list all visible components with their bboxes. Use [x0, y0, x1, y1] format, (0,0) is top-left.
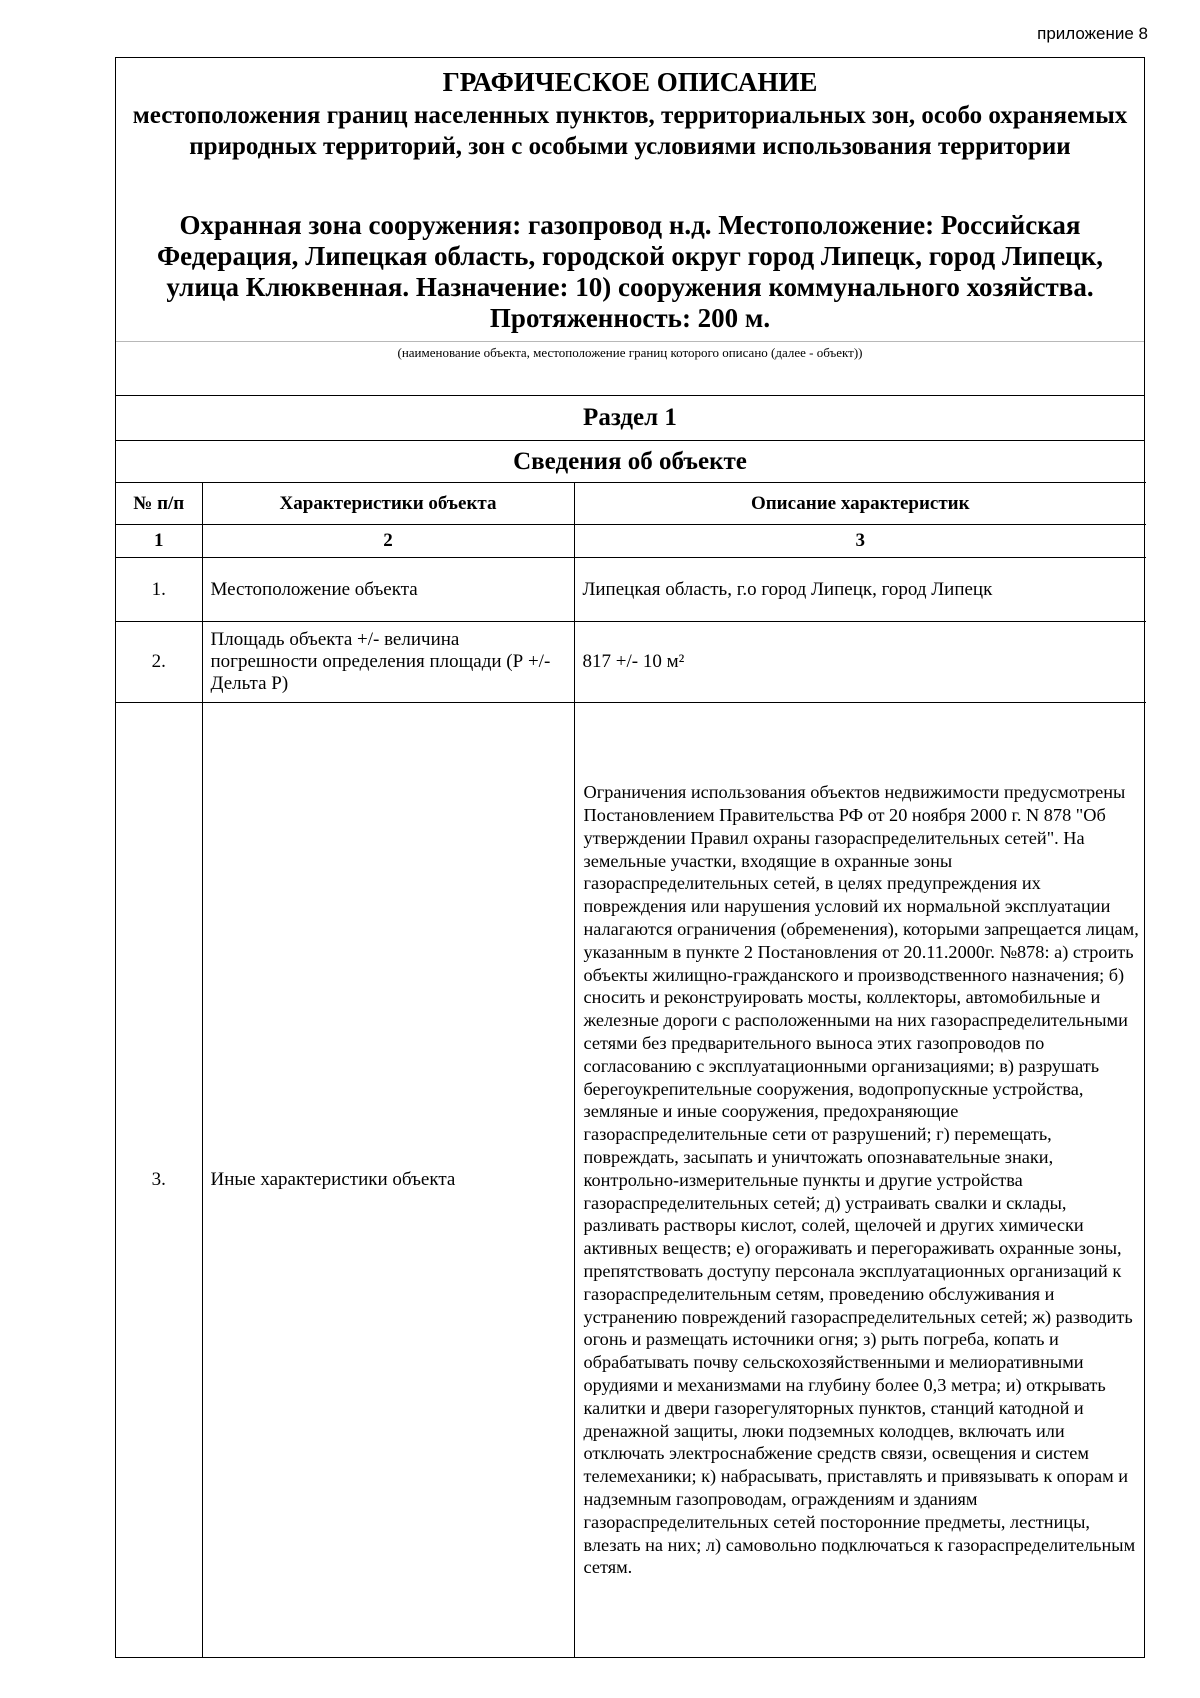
- header-spacer: [116, 368, 1144, 395]
- document-frame: [115, 57, 1145, 1658]
- table-row: [116, 622, 1146, 703]
- header-characteristic: Характеристики объекта: [202, 483, 574, 525]
- table-header-row: [116, 483, 1146, 525]
- row-description: Липецкая область, г.о город Липецк, город Липецк: [574, 558, 1146, 622]
- row-description: 817 +/- 10 м²: [574, 622, 1146, 703]
- document-header: [116, 58, 1144, 368]
- column-number: 3: [574, 525, 1146, 558]
- row-characteristic: Местоположение объекта: [202, 558, 574, 622]
- row-description: Ограничения использования объектов недвижимости предусмотрены Постановлением Правительства РФ от 20 ноября 2000 г. N 878 "Об утверждении Правил охраны газораспределительных сетей". На земельные участки, входящие в охранные зоны газораспределительных сетей, в целях предупреждения их повреждения или нарушения условий их нормальной эксплуатации налагаются ограничения (обременения), которыми запрещается лицам, указанным в пункте 2 Постановления от 20.11.2000г. №878: а) строить объекты жилищно-гражданского и производственного назначения; б) сносить и реконструировать мосты, коллекторы, автомобильные и железные дороги с расположенными на них газораспределительными сетями без предварительного выноса этих газопроводов по согласованию с эксплуатационными организациями; в) разрушать берегоукрепительные сооружения, водопропускные устройства, земляные и иные сооружения, предохраняющие газораспределительные сети от разрушений; г) перемещать, повреждать, засыпать и уничтожать опознавательные знаки, контрольно-измерительные пункты и другие устройства газораспределительных сетей; д) устраивать свалки и склады, разливать растворы кислот, солей, щелочей и других химически активных веществ; е) огораживать и перегораживать охранные зоны, препятствовать доступу персонала эксплуатационных организаций к газораспределительным сетям, проведению обслуживания и устранению повреждений газораспределительных сетей; ж) разводить огонь и размещать источники огня; з) рыть погреба, копать и обрабатывать почву сельскохозяйственными и мелиоративными орудиями и механизмами на глубину более 0,3 метра; и) открывать калитки и двери газорегуляторных пунктов, станций катодной и дренажной защиты, люки подземных колодцев, включать или отключать электроснабжение средств связи, освещения и систем телемеханики; к) набрасывать, приставлять и привязывать к опорам и надземным газопроводам, ограждениям и зданиям газораспределительных сетей посторонние предметы, лестницы, влезать на них; л) самовольно подключаться к газораспределительным сетям.: [574, 703, 1146, 1658]
- object-caption: (наименование объекта, местоположение границ которого описано (далее - объект)): [397, 345, 863, 360]
- caption-divider: [116, 341, 1144, 342]
- table-row: [116, 703, 1146, 1658]
- column-number: 2: [202, 525, 574, 558]
- appendix-label: приложение 8: [1037, 24, 1148, 43]
- header-description: Описание характеристик: [574, 483, 1146, 525]
- header-num: № п/п: [116, 483, 202, 525]
- column-number: 1: [116, 525, 202, 558]
- document-subtitle: местоположения границ населенных пунктов, территориальных зон, особо охраняемых природных территорий, зон с особыми условиями использования территории: [132, 102, 1128, 160]
- section-subtitle: Сведения об объекте: [116, 440, 1144, 482]
- row-characteristic: Площадь объекта +/- величина погрешности определения площади (Р +/- Дельта Р): [202, 622, 574, 703]
- column-number-row: [116, 525, 1146, 558]
- row-number: 2.: [116, 622, 202, 703]
- object-name: Охранная зона сооружения: газопровод н.д. Местоположение: Российская Федерация, Липецкая область, городской округ город Липецк, город Липецк, улица Клюквенная. Назначение: 10) сооружения коммунального хозяйства. Протяженность: 200 м.: [156, 210, 1104, 333]
- row-number: 1.: [116, 558, 202, 622]
- section-title: Раздел 1: [116, 395, 1144, 440]
- table-row: [116, 558, 1146, 622]
- object-info-table: [116, 482, 1146, 1658]
- document-title: ГРАФИЧЕСКОЕ ОПИСАНИЕ: [442, 67, 818, 97]
- row-number: 3.: [116, 703, 202, 1658]
- row-characteristic: Иные характеристики объекта: [202, 703, 574, 1658]
